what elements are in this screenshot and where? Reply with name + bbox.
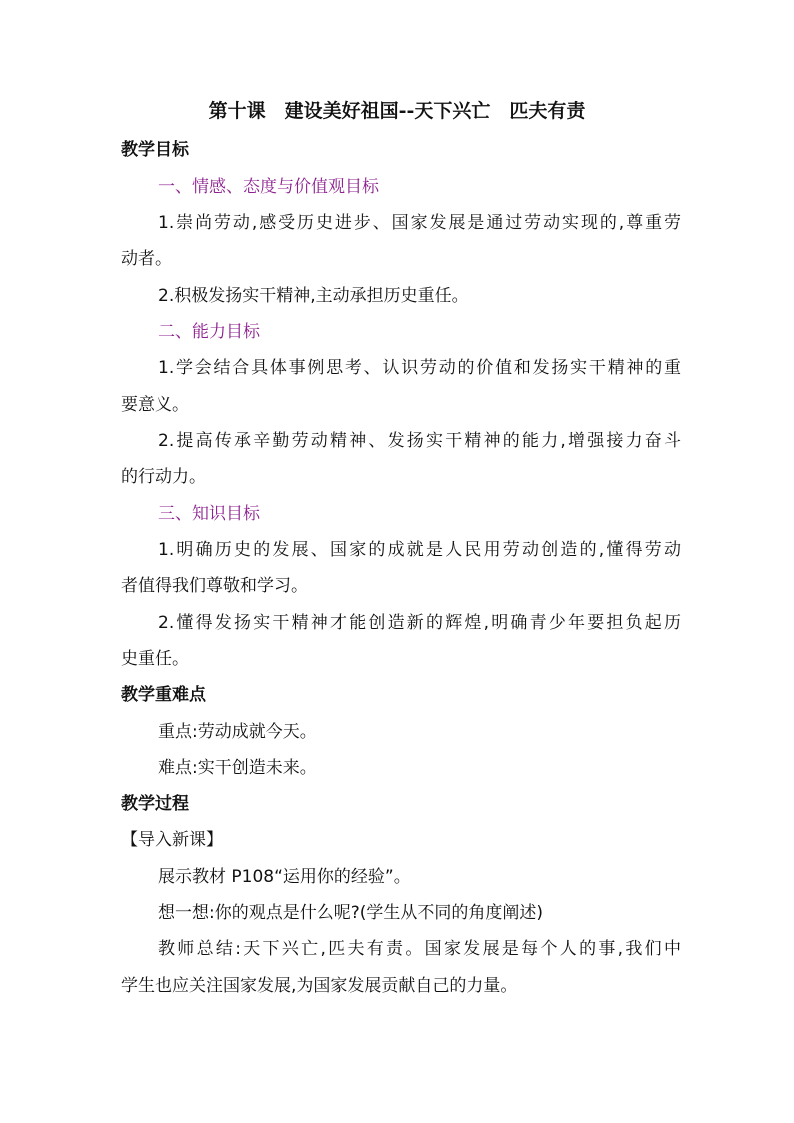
- difficult-point: 难点:实干创造未来。: [158, 758, 317, 778]
- process-paragraph-3-line-2: 学生也应关注国家发展,为国家发展贡献自己的力量。: [121, 976, 518, 996]
- knowledge-item-2-line-1: 2.懂得发扬实干精神才能创造新的辉煌,明确青少年要担负起历: [158, 613, 681, 633]
- process-paragraph-2: 想一想:你的观点是什么呢?(学生从不同的角度阐述): [158, 903, 544, 923]
- ability-item-2-line-2: 的行动力。: [121, 467, 206, 487]
- ability-item-1-line-2: 要意义。: [121, 395, 189, 415]
- knowledge-item-1-line-1: 1.明确历史的发展、国家的成就是人民用劳动创造的,懂得劳动: [158, 540, 681, 560]
- objectives-heading: 教学目标: [121, 140, 189, 160]
- key-point: 重点:劳动成就今天。: [158, 722, 317, 742]
- process-paragraph-1: 展示教材 P108“运用你的经验”。: [158, 867, 411, 887]
- ability-item-1-line-1: 1.学会结合具体事例思考、认识劳动的价值和发扬实干精神的重: [158, 358, 681, 378]
- knowledge-item-1-line-2: 者值得我们尊敬和学习。: [121, 576, 308, 596]
- emotion-objectives-heading: 一、情感、态度与价值观目标: [158, 177, 379, 197]
- process-paragraph-3-line-1: 教师总结:天下兴亡,匹夫有责。国家发展是每个人的事,我们中: [158, 939, 681, 959]
- emotion-item-1-line-1: 1.崇尚劳动,感受历史进步、国家发展是通过劳动实现的,尊重劳: [158, 213, 681, 233]
- document-title: 第十课 建设美好祖国--天下兴亡 匹夫有责: [208, 100, 586, 122]
- emotion-item-1-line-2: 动者。: [121, 249, 172, 269]
- ability-objectives-heading: 二、能力目标: [158, 322, 260, 342]
- process-heading: 教学过程: [121, 794, 189, 814]
- key-points-heading: 教学重难点: [121, 685, 206, 705]
- emotion-item-2: 2.积极发扬实干精神,主动承担历史重任。: [158, 286, 469, 306]
- knowledge-item-2-line-2: 史重任。: [121, 649, 189, 669]
- knowledge-objectives-heading: 三、知识目标: [158, 504, 260, 524]
- ability-item-2-line-1: 2.提高传承辛勤劳动精神、发扬实干精神的能力,增强接力奋斗: [158, 431, 681, 451]
- intro-heading: 【导入新课】: [121, 830, 223, 850]
